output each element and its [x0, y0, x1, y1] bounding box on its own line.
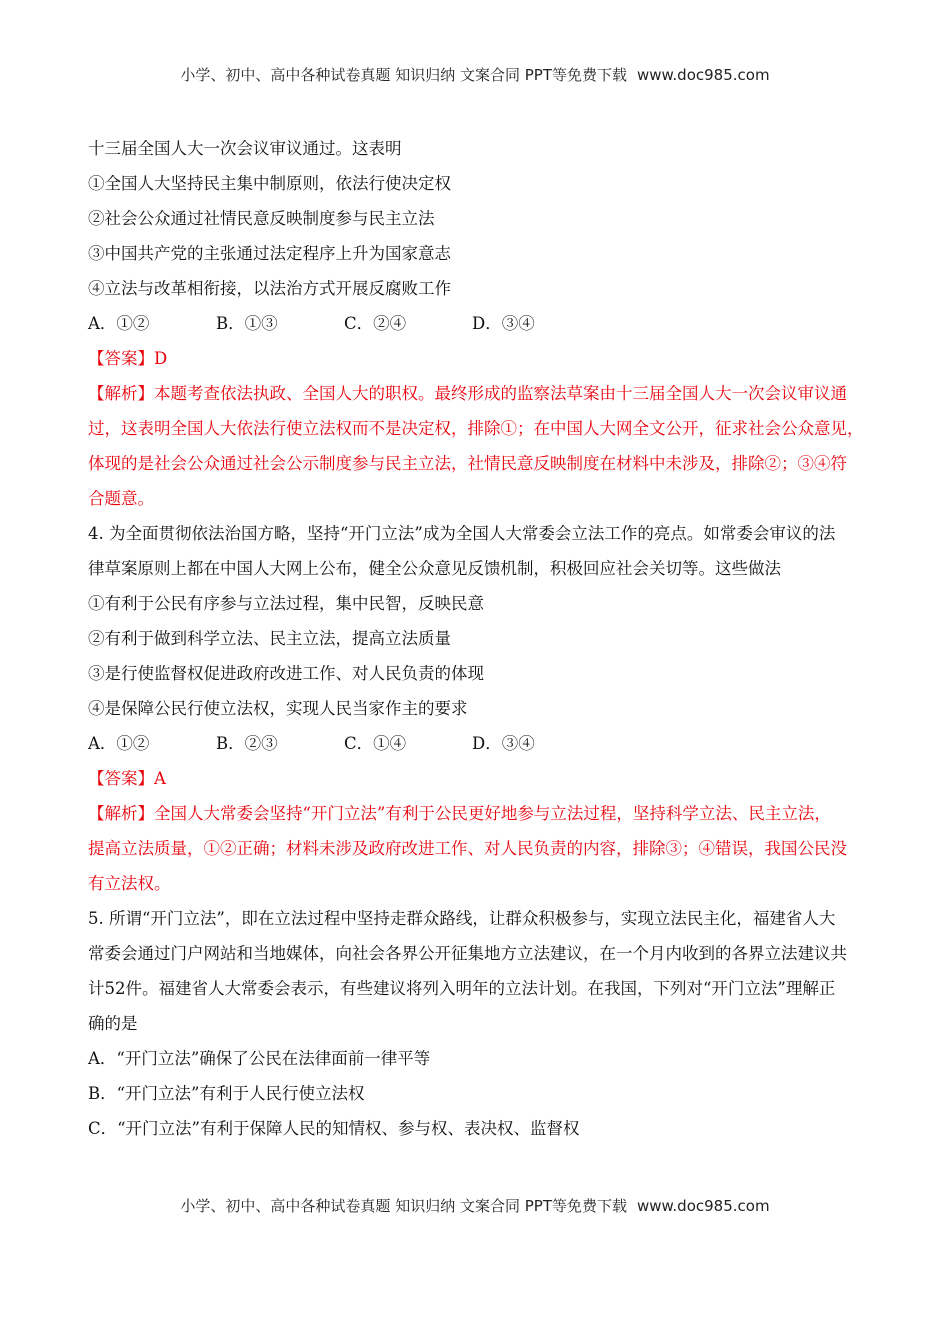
q5-stem-line-1: 5. 所谓“开门立法”，即在立法过程中坚持走群众路线，让群众积极参与，实现立法民主化，福建省人大 — [88, 909, 836, 928]
q3-option-a: A．①② — [88, 314, 150, 333]
q3-option-b: B．①③ — [216, 314, 278, 333]
page-header — [0, 64, 950, 85]
q4-item-2: ②有利于做到科学立法、民主立法，提高立法质量 — [88, 629, 451, 648]
q4-analysis-line-1: 【解析】全国人大常委会坚持“开门立法”有利于公民更好地参与立法过程，坚持科学立法、民主立法， — [88, 804, 831, 823]
footer-text: 小学、初中、高中各种试卷真题 知识归纳 文案合同 PPT等免费下载 — [180, 1197, 627, 1215]
q3-item-4: ④立法与改革相衔接，以法治方式开展反腐败工作 — [88, 279, 451, 298]
q3-stem-tail: 十三届全国人大一次会议审议通过。这表明 — [88, 139, 402, 158]
q4-option-c: C．①④ — [344, 734, 407, 753]
q5-option-c: C．“开门立法”有利于保障人民的知情权、参与权、表决权、监督权 — [88, 1119, 580, 1138]
q4-item-1: ①有利于公民有序参与立法过程，集中民智，反映民意 — [88, 594, 484, 613]
page-footer — [0, 1195, 950, 1216]
q5-stem-line-4: 确的是 — [88, 1014, 138, 1033]
q5-option-b: B．“开门立法”有利于人民行使立法权 — [88, 1084, 365, 1103]
header-url[interactable]: www.doc985.com — [636, 66, 770, 84]
q4-options — [88, 732, 868, 767]
q4-option-d: D．③④ — [472, 734, 535, 753]
header-text: 小学、初中、高中各种试卷真题 知识归纳 文案合同 PPT等免费下载 — [180, 66, 627, 84]
footer-url[interactable]: www.doc985.com — [636, 1197, 770, 1215]
q5-stem-line-3: 计52件。福建省人大常委会表示，有些建议将列入明年的立法计划。在我国，下列对“开门立法”理解正 — [88, 979, 836, 998]
q3-options — [88, 312, 868, 347]
q3-option-c: C．②④ — [344, 314, 407, 333]
q3-analysis-line-2: 过，这表明全国人大依法行使立法权而不是决定权，排除①；在中国人大网全文公开，征求社会公众意见， — [88, 419, 864, 438]
q4-option-b: B．②③ — [216, 734, 278, 753]
q4-item-3: ③是行使监督权促进政府改进工作、对人民负责的体现 — [88, 664, 484, 683]
q4-analysis-line-2: 提高立法质量，①②正确；材料未涉及政府改进工作、对人民负责的内容，排除③；④错误，我国公民没 — [88, 839, 847, 858]
q3-option-d: D．③④ — [472, 314, 535, 333]
document-body — [88, 137, 868, 1152]
q3-item-1: ①全国人大坚持民主集中制原则，依法行使决定权 — [88, 174, 451, 193]
q3-item-3: ③中国共产党的主张通过法定程序上升为国家意志 — [88, 244, 451, 263]
q3-analysis-line-1: 【解析】本题考查依法执政、全国人大的职权。最终形成的监察法草案由十三届全国人大一次会议审议通 — [88, 384, 847, 403]
q4-stem-line-2: 律草案原则上都在中国人大网上公布，健全公众意见反馈机制，积极回应社会关切等。这些做法 — [88, 559, 781, 578]
q3-item-2: ②社会公众通过社情民意反映制度参与民主立法 — [88, 209, 435, 228]
q5-stem-line-2: 常委会通过门户网站和当地媒体，向社会各界公开征集地方立法建议，在一个月内收到的各界立法建议共 — [88, 944, 847, 963]
q4-option-a: A．①② — [88, 734, 150, 753]
q3-answer: 【答案】D — [88, 349, 168, 368]
q3-analysis-line-3: 体现的是社会公众通过社会公示制度参与民主立法，社情民意反映制度在材料中未涉及，排除②；③④符 — [88, 454, 847, 473]
q4-item-4: ④是保障公民行使立法权，实现人民当家作主的要求 — [88, 699, 468, 718]
q4-answer: 【答案】A — [88, 769, 166, 788]
q4-analysis-line-3: 有立法权。 — [88, 874, 171, 893]
q4-stem-line-1: 4. 为全面贯彻依法治国方略，坚持“开门立法”成为全国人大常委会立法工作的亮点。如常委会审议的法 — [88, 524, 836, 543]
q3-analysis-line-4: 合题意。 — [88, 489, 154, 508]
q5-option-a: A．“开门立法”确保了公民在法律面前一律平等 — [88, 1049, 431, 1068]
